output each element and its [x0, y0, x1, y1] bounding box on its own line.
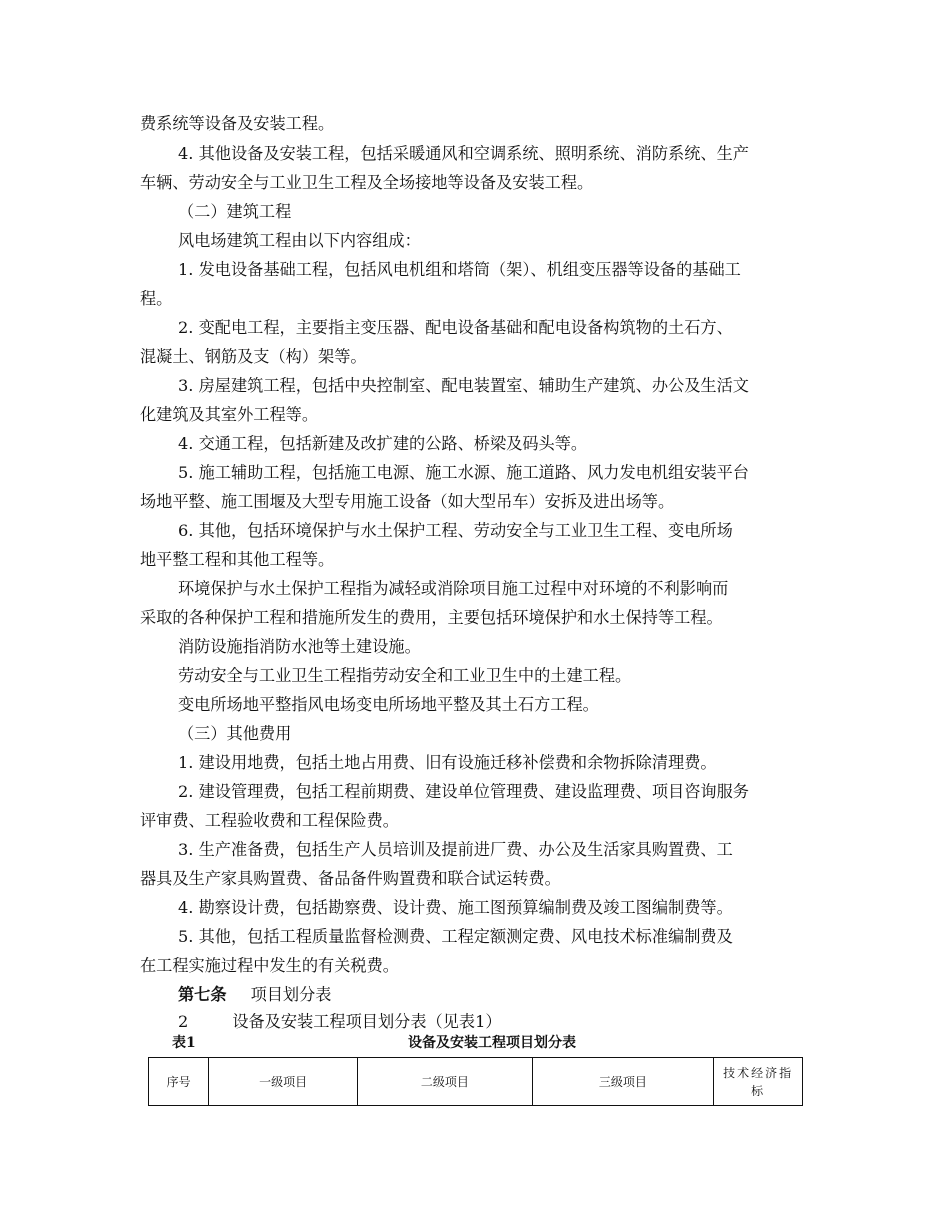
table-label: 表1 — [172, 1035, 196, 1051]
paragraph-line: 风电场建筑工程由以下内容组成： — [178, 231, 421, 250]
header-cell-level1: 一级项目 — [209, 1058, 358, 1106]
paragraph-line: 评审费、工程验收费和工程保险费。 — [140, 811, 399, 830]
paragraph-line: 混凝土、钢筋及支（构）架等。 — [140, 347, 367, 366]
article-title: 项目划分表 — [250, 985, 332, 1004]
article-label: 第七条 — [178, 985, 227, 1004]
paragraph-line: 2. 建设管理费，包括工程前期费、建设单位管理费、建设监理费、项目咨询服务 — [178, 782, 749, 801]
table-header-row — [149, 1058, 803, 1106]
paragraph-line: 变电所场地平整指风电场变电所场地平整及其土石方工程。 — [178, 695, 599, 714]
header-cell-level3: 三级项目 — [532, 1058, 714, 1106]
subsection-number: 2 — [178, 1012, 189, 1031]
paragraph-line: 4. 勘察设计费，包括勘察费、设计费、施工图预算编制费及竣工图编制费等。 — [178, 898, 733, 917]
paragraph-line: 6. 其他，包括环境保护与水土保护工程、劳动安全与工业卫生工程、变电所场 — [178, 521, 733, 540]
paragraph-line: 1. 建设用地费，包括土地占用费、旧有设施迁移补偿费和余物拆除清理费。 — [178, 753, 717, 772]
paragraph-line: 环境保护与水土保护工程指为减轻或消除项目施工过程中对环境的不利影响而 — [178, 579, 729, 598]
subsection-text: 设备及安装工程项目划分表（见表1） — [232, 1012, 502, 1031]
paragraph-line: 费系统等设备及安装工程。 — [140, 114, 335, 133]
paragraph-line: 1. 发电设备基础工程，包括风电机组和塔筒（架）、机组变压器等设备的基础工 — [178, 260, 741, 279]
header-cell-index: 序号 — [149, 1058, 209, 1106]
paragraph-line: 劳动安全与工业卫生工程指劳动安全和工业卫生中的土建工程。 — [178, 666, 632, 685]
subsection-heading — [178, 1011, 502, 1033]
section-heading: （三）其他费用 — [178, 724, 292, 743]
paragraph-line: 3. 生产准备费，包括生产人员培训及提前进厂费、办公及生活家具购置费、工 — [178, 840, 733, 859]
header-cell-level2: 二级项目 — [358, 1058, 532, 1106]
paragraph-line: 场地平整、施工围堰及大型专用施工设备（如大型吊车）安拆及进出场等。 — [140, 492, 675, 511]
paragraph-line: 采取的各种保护工程和措施所发生的费用，主要包括环境保护和水土保持等工程。 — [140, 608, 723, 627]
table-title: 设备及安装工程项目划分表 — [408, 1035, 576, 1051]
paragraph-line: 车辆、劳动安全与工业卫生工程及全场接地等设备及安装工程。 — [140, 173, 594, 192]
paragraph-line: 在工程实施过程中发生的有关税费。 — [140, 956, 399, 975]
paragraph-line: 5. 其他，包括工程质量监督检测费、工程定额测定费、风电技术标准编制费及 — [178, 927, 733, 946]
paragraph-line: 地平整工程和其他工程等。 — [140, 550, 335, 569]
header-cell-indicator: 技术经济指标 — [714, 1058, 803, 1106]
paragraph-line: 4. 交通工程，包括新建及改扩建的公路、桥梁及码头等。 — [178, 434, 588, 453]
paragraph-line: 3. 房屋建筑工程，包括中央控制室、配电装置室、辅助生产建筑、办公及生活文 — [178, 376, 749, 395]
section-heading: （二）建筑工程 — [178, 202, 292, 221]
paragraph-line: 消防设施指消防水池等土建设施。 — [178, 637, 421, 656]
article-heading — [178, 984, 332, 1006]
paragraph-line: 5. 施工辅助工程，包括施工电源、施工水源、施工道路、风力发电机组安装平台 — [178, 463, 749, 482]
paragraph-line: 化建筑及其室外工程等。 — [140, 405, 319, 424]
paragraph-line: 4. 其他设备及安装工程，包括采暖通风和空调系统、照明系统、消防系统、生产 — [178, 144, 749, 163]
paragraph-line: 2. 变配电工程，主要指主变压器、配电设备基础和配电设备构筑物的土石方、 — [178, 318, 733, 337]
paragraph-line: 程。 — [140, 289, 173, 308]
project-division-table — [148, 1057, 803, 1106]
paragraph-line: 器具及生产家具购置费、备品备件购置费和联合试运转费。 — [140, 869, 561, 888]
